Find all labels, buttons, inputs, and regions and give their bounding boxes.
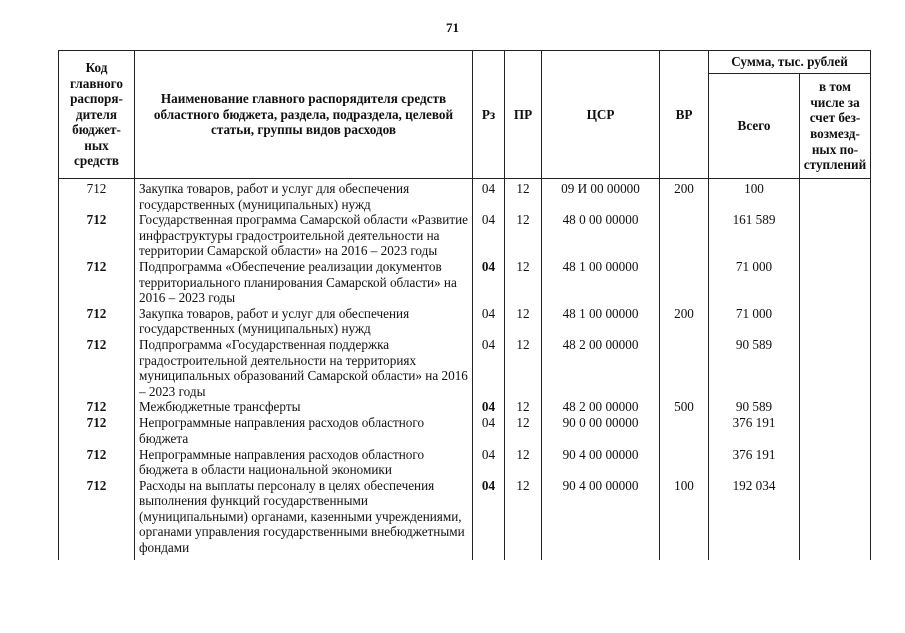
cell-total: 161 589 (709, 212, 800, 259)
cell-code: 712 (59, 179, 135, 213)
cell-vr (660, 337, 709, 399)
cell-code: 712 (59, 337, 135, 399)
cell-name: Государственная программа Самарской области «Развитие инфраструктуры градостроительной деятельности на территории Самарской области» на 2016 – 2023 годы (135, 212, 473, 259)
cell-code: 712 (59, 259, 135, 306)
cell-total: 90 589 (709, 399, 800, 415)
cell-vr (660, 212, 709, 259)
cell-pr: 12 (505, 259, 542, 306)
cell-csr: 48 0 00 00000 (542, 212, 660, 259)
table-row (59, 179, 871, 213)
cell-csr: 48 2 00 00000 (542, 399, 660, 415)
header-free: в том числе за счет без-возмезд-ных по-ступлений (800, 74, 871, 179)
page-number: 71 (446, 20, 459, 35)
cell-csr: 48 1 00 00000 (542, 259, 660, 306)
cell-rz: 04 (473, 179, 505, 213)
cell-code: 712 (59, 212, 135, 259)
cell-rz: 04 (473, 447, 505, 478)
cell-name: Расходы на выплаты персоналу в целях обеспечения выполнения функций государственными (муниципальными) органами, казенными учреждениями, органами управления государственными внебюджетными фондами (135, 478, 473, 560)
cell-vr: 200 (660, 306, 709, 337)
cell-total: 90 589 (709, 337, 800, 399)
cell-vr: 500 (660, 399, 709, 415)
header-csr: ЦСР (542, 51, 660, 179)
cell-pr: 12 (505, 212, 542, 259)
table-header (59, 51, 871, 179)
cell-free (800, 259, 871, 306)
cell-free (800, 337, 871, 399)
table-row (59, 478, 871, 560)
cell-total: 376 191 (709, 447, 800, 478)
cell-rz: 04 (473, 212, 505, 259)
cell-pr: 12 (505, 447, 542, 478)
header-sum: Сумма, тыс. рублей (709, 51, 871, 74)
cell-name: Подпрограмма «Обеспечение реализации документов территориального планирования Самарской области» на 2016 – 2023 годы (135, 259, 473, 306)
header-total: Всего (709, 74, 800, 179)
table-row (59, 447, 871, 478)
cell-vr: 100 (660, 478, 709, 560)
table-row (59, 306, 871, 337)
cell-csr: 90 4 00 00000 (542, 478, 660, 560)
header-pr: ПР (505, 51, 542, 179)
cell-free (800, 478, 871, 560)
cell-rz: 04 (473, 478, 505, 560)
cell-total: 376 191 (709, 415, 800, 446)
cell-csr: 90 4 00 00000 (542, 447, 660, 478)
cell-pr: 12 (505, 415, 542, 446)
cell-free (800, 415, 871, 446)
cell-csr: 09 И 00 00000 (542, 179, 660, 213)
cell-vr (660, 415, 709, 446)
cell-pr: 12 (505, 478, 542, 560)
cell-code: 712 (59, 478, 135, 560)
cell-pr: 12 (505, 179, 542, 213)
cell-vr: 200 (660, 179, 709, 213)
cell-total: 71 000 (709, 306, 800, 337)
cell-name: Подпрограмма «Государственная поддержка градостроительной деятельности на территориях муниципальных образований Самарской области» на 2016 – 2023 годы (135, 337, 473, 399)
header-code: Код главного распоря-дителя бюджет-ных средств (59, 51, 135, 179)
header-vr: ВР (660, 51, 709, 179)
cell-free (800, 179, 871, 213)
cell-free (800, 399, 871, 415)
cell-name: Закупка товаров, работ и услуг для обеспечения государственных (муниципальных) нужд (135, 306, 473, 337)
cell-rz: 04 (473, 399, 505, 415)
cell-name: Межбюджетные трансферты (135, 399, 473, 415)
header-name: Наименование главного распорядителя средств областного бюджета, раздела, подраздела, целевой статьи, группы видов расходов (135, 51, 473, 179)
cell-rz: 04 (473, 259, 505, 306)
cell-code: 712 (59, 306, 135, 337)
cell-pr: 12 (505, 399, 542, 415)
cell-code: 712 (59, 415, 135, 446)
cell-rz: 04 (473, 337, 505, 399)
table-row (59, 259, 871, 306)
cell-total: 71 000 (709, 259, 800, 306)
cell-name: Непрограммные направления расходов областного бюджета (135, 415, 473, 446)
table-row (59, 399, 871, 415)
cell-code: 712 (59, 399, 135, 415)
table-body (59, 179, 871, 560)
cell-pr: 12 (505, 306, 542, 337)
cell-csr: 48 1 00 00000 (542, 306, 660, 337)
cell-free (800, 447, 871, 478)
cell-rz: 04 (473, 415, 505, 446)
table-row (59, 337, 871, 399)
table-row (59, 212, 871, 259)
cell-code: 712 (59, 447, 135, 478)
cell-csr: 90 0 00 00000 (542, 415, 660, 446)
cell-pr: 12 (505, 337, 542, 399)
cell-vr (660, 447, 709, 478)
budget-table (58, 50, 871, 560)
cell-rz: 04 (473, 306, 505, 337)
cell-csr: 48 2 00 00000 (542, 337, 660, 399)
header-rz: Рз (473, 51, 505, 179)
cell-vr (660, 259, 709, 306)
cell-total: 100 (709, 179, 800, 213)
cell-name: Закупка товаров, работ и услуг для обеспечения государственных (муниципальных) нужд (135, 179, 473, 213)
cell-free (800, 212, 871, 259)
cell-free (800, 306, 871, 337)
cell-total: 192 034 (709, 478, 800, 560)
cell-name: Непрограммные направления расходов областного бюджета в области национальной экономики (135, 447, 473, 478)
table-row (59, 415, 871, 446)
